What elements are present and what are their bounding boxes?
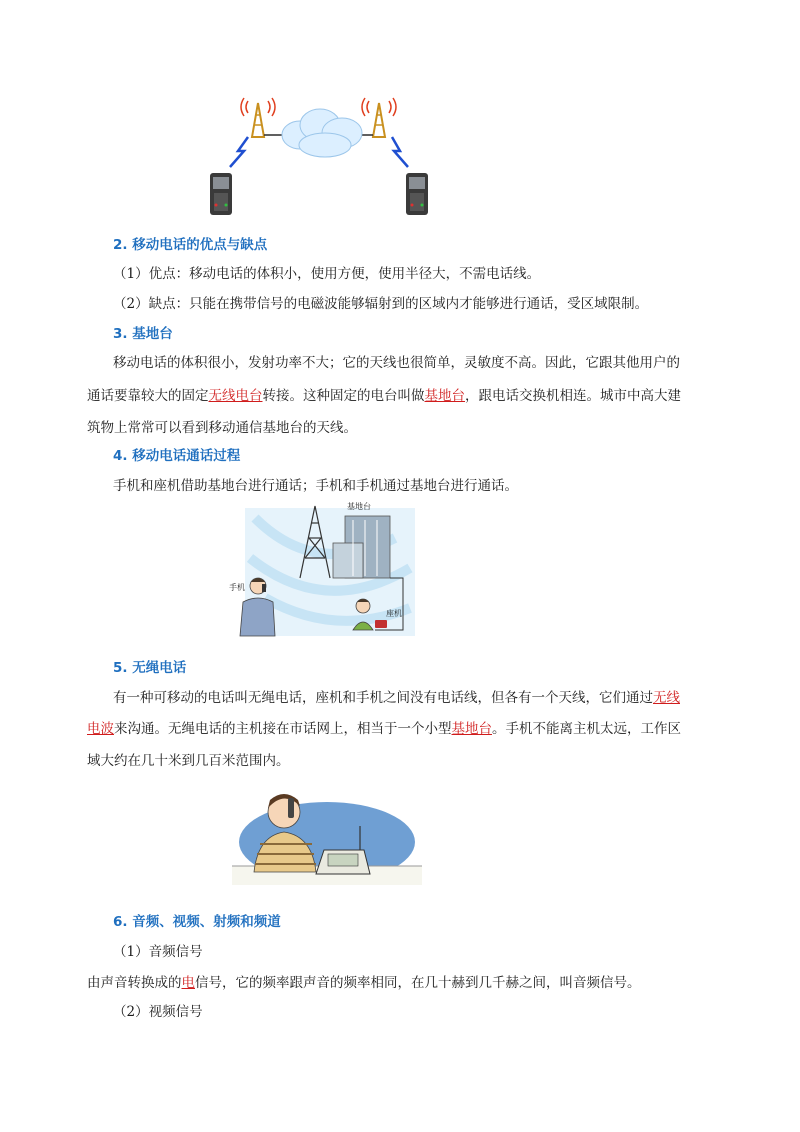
section-6-heading: 6. 音频、视频、射频和频道 xyxy=(113,914,281,930)
right-tower-icon xyxy=(362,98,396,137)
s2-advantage: （1）优点：移动电话的体积小，使用方便，使用半径大，不需电话线。 xyxy=(113,266,541,282)
left-tower-icon xyxy=(241,98,275,137)
section-5-heading: 5. 无绳电话 xyxy=(113,660,187,676)
fig-label-mobile: 手机 xyxy=(229,583,245,592)
s6-video-title: （2）视频信号 xyxy=(113,1004,203,1020)
s2-disadvantage: （2）缺点：只能在携带信号的电磁波能够辐射到的区域内才能够进行通话，受区域限制。 xyxy=(113,296,649,312)
term-radio-wave-part1: 无线 xyxy=(653,690,680,706)
s3-line-1: 移动电话的体积很小，发射功率不大；它的天线也很简单，灵敏度不高。因此，它跟其他用户的 xyxy=(113,355,680,371)
term-base-station-2: 基地台 xyxy=(451,721,492,737)
s3-line-2: 通话要靠较大的固定无线电台转接。这种固定的电台叫做基地台，跟电话交换机相连。城市中高大建 xyxy=(87,388,681,404)
fig-label-station: 基地台 xyxy=(347,502,371,511)
s5-line-3: 域大约在几十米到几百米范围内。 xyxy=(87,753,290,769)
section-2-heading: 2. 移动电话的优点与缺点 xyxy=(113,237,268,253)
s5-line-1: 有一种可移动的电话叫无绳电话，座机和手机之间没有电话线，但各有一个天线，它们通过无线 xyxy=(113,690,680,706)
s5-line-2: 电波来沟通。无绳电话的主机接在市话网上，相当于一个小型基地台。手机不能离主机太远，工作区 xyxy=(87,721,681,737)
term-radio-station: 无线电台 xyxy=(208,388,263,404)
section-3-heading: 3. 基地台 xyxy=(113,326,173,342)
s6-audio-desc: 由声音转换成的电信号，它的频率跟声音的频率相同，在几十赫到几千赫之间，叫音频信号。 xyxy=(87,975,641,991)
section-4-heading: 4. 移动电话通话过程 xyxy=(113,448,241,464)
mobile-network-figure xyxy=(200,95,460,220)
right-phone-icon xyxy=(406,173,428,215)
s3-line-3: 筑物上常常可以看到移动通信基地台的天线。 xyxy=(87,420,357,436)
term-base-station: 基地台 xyxy=(424,388,465,404)
cloud-icon xyxy=(282,109,362,157)
fig-label-landline: 座机 xyxy=(386,609,402,618)
left-signal-icon xyxy=(230,137,248,167)
term-radio-wave-part2: 电波 xyxy=(87,721,114,737)
s4-line-1: 手机和座机借助基地台进行通话；手机和手机通过基地台进行通话。 xyxy=(113,478,518,494)
left-phone-icon xyxy=(210,173,232,215)
s6-audio-title: （1）音频信号 xyxy=(113,944,203,960)
right-signal-icon xyxy=(392,137,408,167)
term-electric: 电 xyxy=(181,975,195,991)
cordless-phone-figure xyxy=(232,780,422,885)
